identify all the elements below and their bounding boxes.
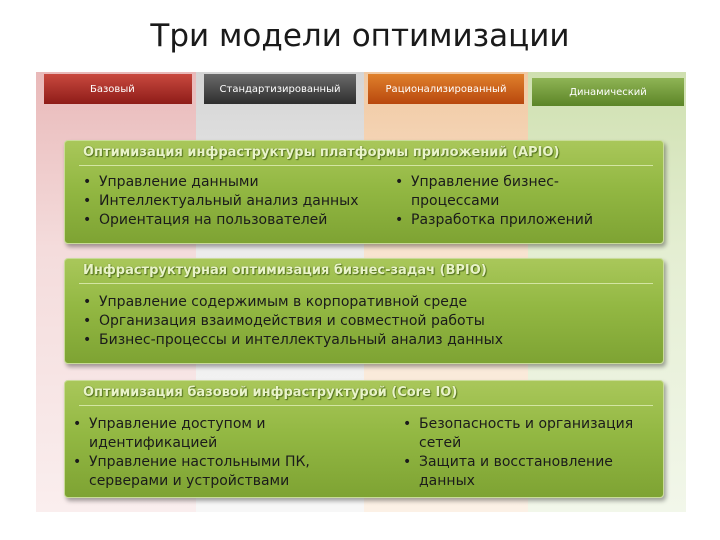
column-label-basic: Базовый xyxy=(44,74,192,104)
panel-core-io xyxy=(64,380,664,498)
panel-title: Инфраструктурная оптимизация бизнес-задач (BPIO) xyxy=(83,263,487,278)
panel-list-left xyxy=(73,415,333,491)
list-item: • Защита и восстановление данных xyxy=(403,453,653,491)
panel-list xyxy=(83,293,643,350)
panel-apio xyxy=(64,140,664,244)
list-item: • Управление настольными ПК, серверами и устройствами xyxy=(73,453,333,491)
list-item: • Управление бизнес-процессами xyxy=(395,173,591,211)
list-item: • Ориентация на пользователей xyxy=(83,211,383,230)
list-item: • Организация взаимодействия и совместной работы xyxy=(83,312,643,331)
column-label-rationalized: Рационализированный xyxy=(368,74,524,104)
list-item: • Безопасность и организация сетей xyxy=(403,415,653,453)
panel-list-right xyxy=(403,415,653,491)
list-item: • Разработка приложений xyxy=(395,211,635,230)
list-item: • Интеллектуальный анализ данных xyxy=(83,192,383,211)
list-item: • Управление данными xyxy=(83,173,383,192)
panel-list-right xyxy=(395,173,635,230)
slide-title: Три модели оптимизации xyxy=(150,18,570,54)
panel-divider xyxy=(79,165,653,166)
list-item: • Управление доступом и идентификацией xyxy=(73,415,333,453)
list-item: • Бизнес-процессы и интеллектуальный анализ данных xyxy=(83,331,643,350)
panel-title: Оптимизация базовой инфраструктурой (Core IO) xyxy=(83,385,458,400)
list-item: • Управление содержимым в корпоративной среде xyxy=(83,293,643,312)
panel-title: Оптимизация инфраструктуры платформы приложений (APIO) xyxy=(83,145,560,160)
column-label-standardized: Стандартизированный xyxy=(204,74,356,104)
panel-list-left xyxy=(83,173,383,230)
column-label-dynamic: Динамический xyxy=(532,78,684,106)
panel-divider xyxy=(79,283,653,284)
panel-divider xyxy=(79,405,653,406)
panel-bpio xyxy=(64,258,664,364)
